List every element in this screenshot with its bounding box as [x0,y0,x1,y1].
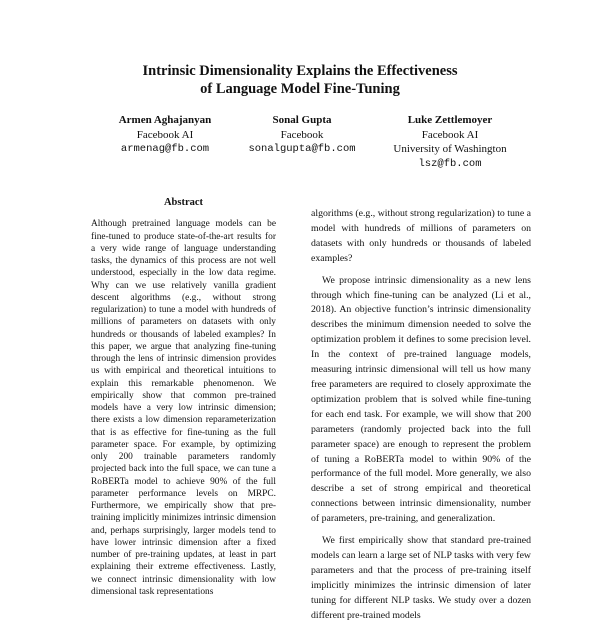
author-name: Luke Zettlemoyer [407,114,493,126]
title-line-2: of Language Model Fine-Tuning [200,81,400,97]
right-column [311,207,531,623]
intro-paragraph-1: algorithms (e.g., without strong regularization) to tune a model with hundreds of millions of parameters on datasets with only hundreds or thousands of labeled examples? [311,208,531,264]
abstract-heading: Abstract [163,197,204,208]
intro-paragraph-2: We propose intrinsic dimensionality as a new lens through which fine-tuning can be analyzed (Li et al., 2018). An objective function’s intrinsic dimensionality describes the minimum dimension needed to solve the optimization problem it defines to some precision level. In the context of pre-trained language models, measuring intrinsic dimensional will tell us how many free parameters are required to closely approximate the optimization problem that is solved while fine-tuning for each end task. For example, we will show that 200 parameters (randomly projected back into the full parameter space) are enough to represent the problem of tuning a RoBERTa model to within 90% of the performance of the full model. More generally, we also describe a set of strong empirical and theoretical connections between intrinsic dimensionality, number of parameters, pre-training, and generalization. [311,274,531,525]
author-block-3 [375,113,525,171]
author-block-2 [227,113,377,157]
author-affiliation: Facebook [280,128,324,141]
author-name: Armen Aghajanyan [118,114,212,126]
author-affiliation: Facebook AI [421,128,479,141]
title-line-1: Intrinsic Dimensionality Explains the Effectiveness [142,63,458,79]
intro-paragraph-3: We first empirically show that standard pre-trained models can learn a large set of NLP tasks with very few parameters and that the process of pre-training itself implicitly minimizes the intrinsic dimension of later tuning for different NLP tasks. We study over a dozen different pre-trained models [311,535,531,621]
abstract-body: Although pretrained language models can be fine-tuned to produce state-of-the-art results for a very wide range of language understanding tasks, the dynamics of this process are not well understood, especially in the low data regime. Why can we use relatively vanilla gradient descent algorithms (e.g., without strong regularization) to tune a model with hundreds of millions of parameters on datasets with only hundreds or thousands of labeled examples? In this paper, we argue that analyzing fine-tuning through the lens of intrinsic dimension provides us with empirical and theoretical intuitions to explain this remarkable phenomenon. We empirically show that common pre-trained models have a very low intrinsic dimension; there exists a low dimension reparameterization that is as effective for fine-tuning as the full parameter space. For example, by optimizing only 200 trainable parameters randomly projected back into the full space, we can tune a RoBERTa model to achieve 90% of the full parameter performance levels on MRPC. Furthermore, we empirically show that pre-training implicitly minimizes intrinsic dimension and, perhaps surprisingly, larger models tend to have lower intrinsic dimension after a fixed number of pre-training updates, at least in part explaining their extreme effectiveness. Lastly, we connect intrinsic dimensionality with low dimensional task representations [91,219,276,597]
author-email: lsz@fb.com [418,157,482,170]
author-name: Sonal Gupta [272,114,332,126]
author-affiliation-2: University of Washington [393,143,507,155]
author-block-1 [90,113,240,157]
author-email: armenag@fb.com [120,143,210,155]
author-affiliation: Facebook AI [136,128,194,141]
author-email: sonalgupta@fb.com [248,143,356,155]
left-column [91,197,276,598]
paper-title [0,62,600,98]
